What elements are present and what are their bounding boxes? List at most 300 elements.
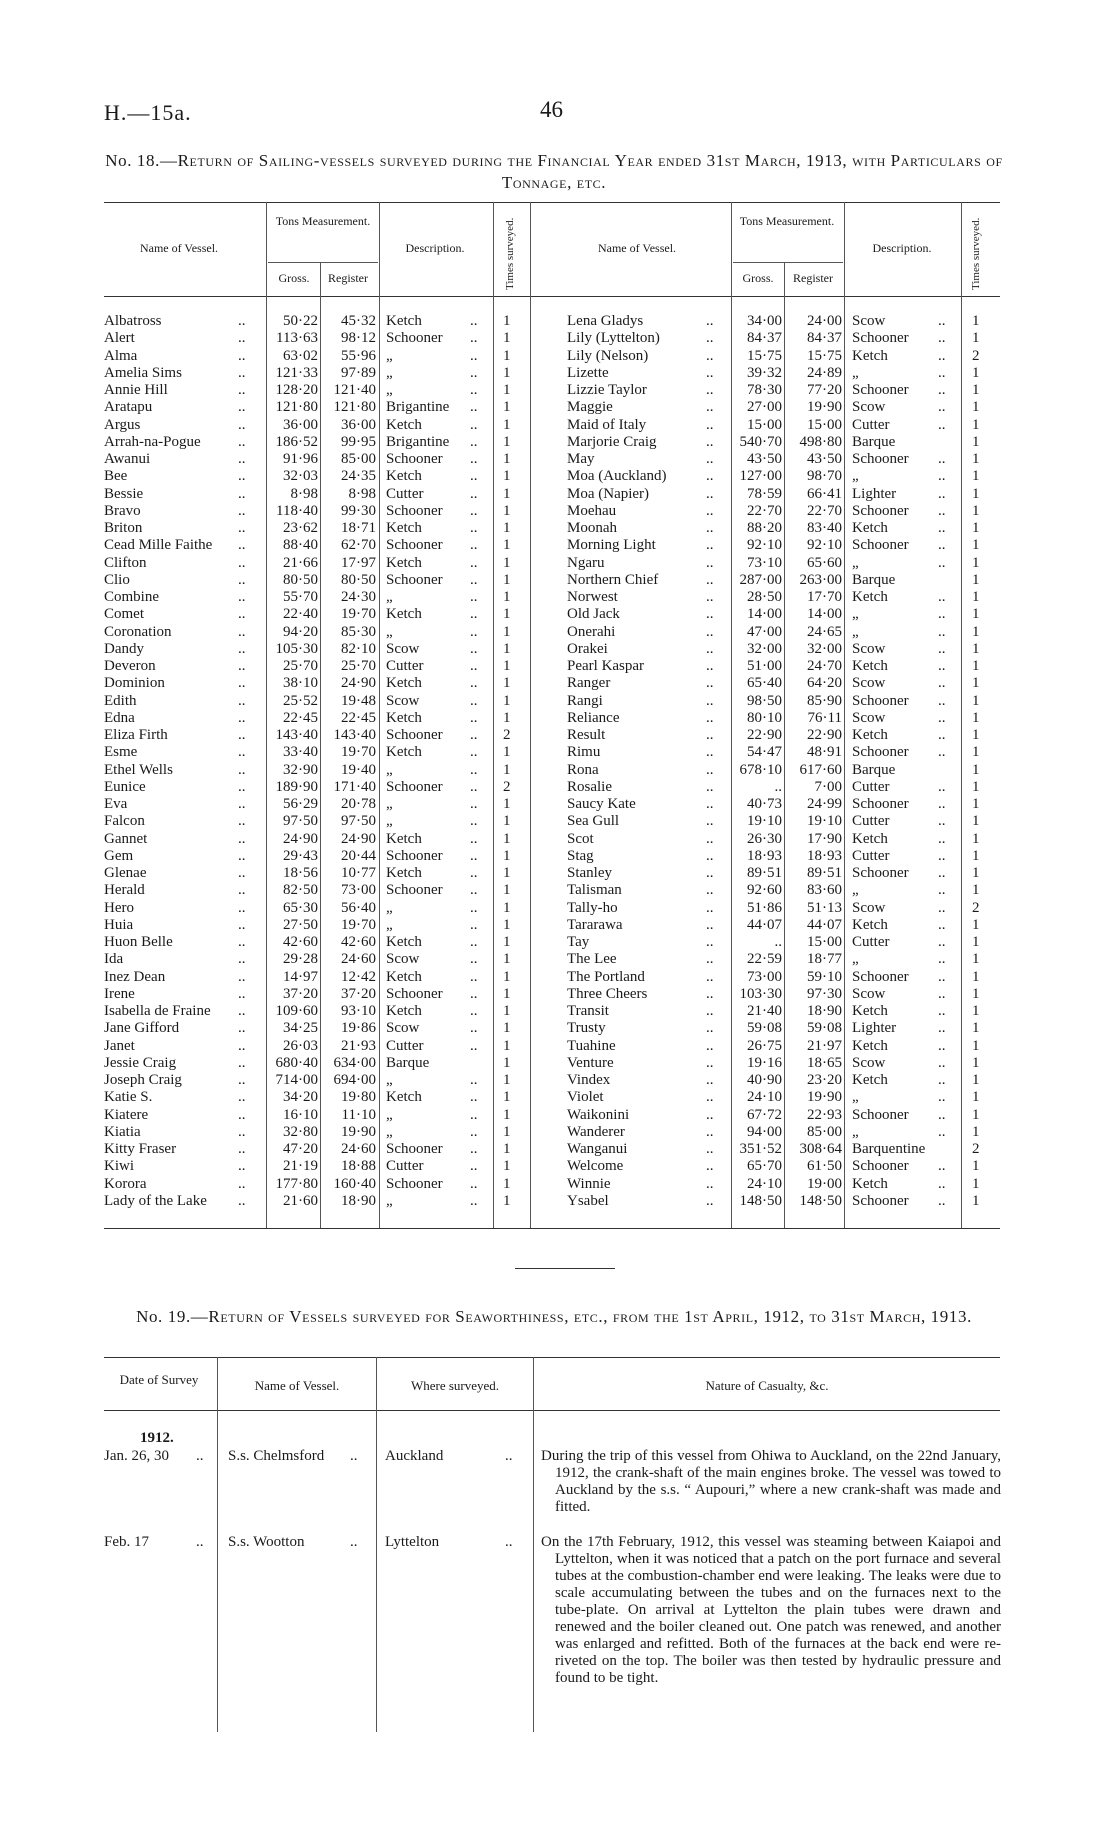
vessel-description: Ketch — [852, 1175, 888, 1192]
leader-dots: .. — [238, 468, 246, 485]
vessel-description: Schooner — [386, 778, 443, 795]
vessel-name: Edith — [104, 692, 137, 709]
table18-vrule — [379, 202, 380, 1228]
register-tonnage: 617·60 — [799, 761, 842, 778]
leader-dots: .. — [238, 985, 246, 1002]
page-number: 46 — [540, 97, 563, 122]
vessel-description: Ketch — [386, 865, 422, 881]
survey-location: Lyttelton — [385, 1534, 440, 1550]
table18-top-rule — [104, 202, 1000, 203]
vessel-name: The Lee — [567, 951, 617, 968]
gross-tonnage: 680·40 — [275, 1054, 318, 1071]
gross-tonnage: 37·20 — [283, 985, 318, 1002]
leader-dots: .. — [470, 382, 478, 398]
register-tonnage: 62·70 — [341, 537, 376, 554]
leader-dots: .. — [706, 796, 714, 812]
vessel-name: Ysabel — [567, 1192, 609, 1209]
register-tonnage: 24·70 — [807, 658, 842, 674]
register-tonnage: 24·89 — [807, 364, 842, 381]
leader-dots: .. — [706, 502, 714, 519]
vessel-name: Ranger — [567, 675, 611, 692]
vessel-name: Tay — [567, 934, 590, 950]
times-surveyed: 2 — [972, 899, 980, 916]
vessel-name: Rangi — [567, 692, 603, 709]
leader-dots: .. — [706, 830, 714, 847]
register-tonnage: 160·40 — [333, 1175, 376, 1192]
register-tonnage: 97·89 — [341, 364, 376, 381]
vessel-name: Lizette — [567, 364, 609, 381]
gross-tonnage: 84·37 — [747, 330, 782, 347]
leader-dots: .. — [238, 1089, 246, 1106]
leader-dots: .. — [938, 1175, 946, 1192]
leader-dots: .. — [238, 675, 246, 692]
vessel-name: Lily (Nelson) — [567, 347, 649, 364]
gross-tonnage: 47·20 — [283, 1141, 318, 1157]
vessel-description: Ketch — [852, 347, 888, 364]
vessel-name: Kiatia — [104, 1123, 141, 1140]
vessel-description: Schooner — [386, 847, 443, 864]
times-surveyed: 1 — [503, 916, 511, 933]
vessel-description: Schooner — [386, 571, 443, 588]
register-tonnage: 37·20 — [341, 985, 376, 1002]
gross-tonnage: 34·25 — [283, 1020, 318, 1037]
leader-dots: .. — [706, 692, 714, 709]
leader-dots: .. — [938, 313, 946, 329]
vessel-name: Jessie Craig — [104, 1054, 177, 1071]
register-tonnage: 7·00 — [814, 778, 842, 795]
times-surveyed: 1 — [503, 1072, 511, 1088]
register-tonnage: 93·10 — [341, 1003, 376, 1019]
leader-dots: .. — [238, 934, 246, 950]
leader-dots: .. — [706, 554, 714, 571]
register-tonnage: 148·50 — [799, 1192, 842, 1209]
gross-tonnage: 16·10 — [283, 1106, 318, 1123]
times-surveyed: 1 — [503, 606, 511, 623]
register-tonnage: 83·60 — [807, 882, 842, 899]
vessel-description: Cutter — [386, 1158, 424, 1175]
leader-dots: .. — [470, 589, 478, 605]
register-tonnage: 24·90 — [341, 675, 376, 692]
leader-dots: .. — [706, 364, 714, 381]
leader-dots: .. — [706, 537, 714, 554]
vessel-name: Falcon — [104, 813, 145, 830]
times-surveyed: 1 — [972, 537, 980, 554]
vessel-description: Barque — [852, 571, 896, 588]
leader-dots: .. — [938, 865, 946, 881]
register-tonnage: 77·20 — [807, 382, 842, 398]
table18-vrule — [493, 202, 494, 1228]
vessel-description: Scow — [386, 951, 420, 968]
leader-dots: .. — [938, 813, 946, 830]
vessel-name: Pearl Kaspar — [567, 658, 645, 674]
leader-dots: .. — [238, 1037, 246, 1054]
vessel-description: Ketch — [852, 727, 888, 743]
register-tonnage: 99·95 — [341, 433, 376, 450]
leader-dots: .. — [470, 485, 478, 502]
vessel-name: Gem — [104, 847, 134, 864]
vessel-description: Ketch — [386, 830, 422, 847]
col-name-header-right: Name of Vessel. — [597, 241, 677, 255]
leader-dots: .. — [706, 916, 714, 933]
vessel-description: Schooner — [852, 744, 909, 761]
leader-dots: .. — [938, 968, 946, 985]
register-tonnage: 15·00 — [807, 416, 842, 433]
gross-tonnage: 88·20 — [747, 520, 782, 536]
vessel-name: Rimu — [567, 744, 601, 761]
vessel-description: „ — [386, 796, 393, 812]
register-tonnage: 17·70 — [807, 589, 842, 605]
leader-dots: .. — [470, 847, 478, 864]
gross-tonnage: 32·00 — [747, 640, 782, 657]
leader-dots: .. — [470, 934, 478, 950]
gross-tonnage: 22·70 — [747, 502, 782, 519]
vessel-description: „ — [386, 382, 393, 398]
vessel-description: Scow — [852, 313, 886, 329]
register-tonnage: 10·77 — [341, 865, 376, 881]
vessel-name: The Portland — [567, 968, 645, 985]
vessel-description: „ — [386, 813, 393, 830]
vessel-description: Ketch — [386, 1089, 422, 1106]
gross-tonnage: 29·28 — [283, 951, 318, 968]
leader-dots: .. — [470, 433, 478, 450]
col-tons-header-right: Tons Measurement. — [739, 214, 835, 228]
vessel-name: Amelia Sims — [104, 364, 182, 381]
times-surveyed: 1 — [972, 1106, 980, 1123]
leader-dots: .. — [706, 571, 714, 588]
gross-tonnage: 91·96 — [283, 451, 318, 467]
leader-dots: .. — [706, 347, 714, 364]
register-tonnage: 17·97 — [341, 554, 376, 571]
times-surveyed: 1 — [972, 658, 980, 674]
leader-dots: .. — [706, 330, 714, 347]
vessel-name: Combine — [104, 589, 159, 605]
leader-dots: .. — [470, 313, 478, 329]
times-surveyed: 1 — [972, 709, 980, 726]
vessel-description: Cutter — [852, 778, 890, 795]
register-tonnage: 12·42 — [341, 968, 376, 985]
times-surveyed: 1 — [972, 847, 980, 864]
leader-dots: .. — [238, 882, 246, 899]
vessel-name: Rona — [567, 761, 599, 778]
casualty-description — [541, 1448, 1001, 1516]
register-tonnage: 18·77 — [807, 951, 842, 968]
vessel-name: Cead Mille Faithe — [104, 537, 213, 554]
vessel-name: Coronation — [104, 623, 172, 640]
vessel-name: Rosalie — [567, 778, 612, 795]
table18-vrule — [844, 202, 845, 1228]
leader-dots: .. — [706, 882, 714, 899]
register-tonnage: 99·30 — [341, 502, 376, 519]
times-surveyed: 1 — [503, 951, 511, 968]
leader-dots: .. — [938, 951, 946, 968]
leader-dots: .. — [470, 899, 478, 916]
gross-tonnage: 51·86 — [747, 899, 782, 916]
gross-tonnage: 121·80 — [275, 399, 318, 416]
register-tonnage: 19·10 — [807, 813, 842, 830]
gross-tonnage: 25·70 — [283, 658, 318, 674]
leader-dots: .. — [238, 968, 246, 985]
register-tonnage: 92·10 — [807, 537, 842, 554]
vessel-description: Scow — [852, 1054, 886, 1071]
vessel-name: Inez Dean — [104, 968, 166, 985]
times-surveyed: 1 — [503, 658, 511, 674]
times-surveyed: 1 — [972, 744, 980, 761]
gross-tonnage: 27·50 — [283, 916, 318, 933]
vessel-name: S.s. Wootton — [228, 1534, 305, 1550]
vessel-description: Ketch — [386, 520, 422, 536]
vessel-name: Kiatere — [104, 1106, 149, 1123]
gross-tonnage: 18·93 — [747, 847, 782, 864]
times-surveyed: 1 — [972, 951, 980, 968]
vessel-name: Reliance — [567, 709, 620, 726]
gross-tonnage: 82·50 — [283, 882, 318, 899]
vessel-description: Schooner — [386, 882, 443, 899]
times-surveyed: 1 — [972, 916, 980, 933]
vessel-description: Schooner — [386, 985, 443, 1002]
leader-dots: .. — [706, 1192, 714, 1209]
gross-tonnage: 47·00 — [747, 623, 782, 640]
times-surveyed: 1 — [503, 433, 511, 450]
vessel-name: Briton — [104, 520, 143, 536]
gross-tonnage: 23·62 — [283, 520, 318, 536]
table18-title — [104, 150, 1004, 194]
register-tonnage: 18·93 — [807, 847, 842, 864]
times-surveyed: 1 — [972, 520, 980, 536]
vessel-name: Northern Chief — [567, 571, 659, 588]
gross-tonnage: 80·50 — [283, 571, 318, 588]
register-tonnage: 171·40 — [333, 778, 376, 795]
register-tonnage: 21·93 — [341, 1037, 376, 1054]
leader-dots: .. — [706, 313, 714, 329]
times-surveyed: 1 — [972, 813, 980, 830]
register-tonnage: 56·40 — [341, 899, 376, 916]
col-gross-header-right: Gross. — [742, 271, 774, 285]
gross-tonnage: 36·00 — [283, 416, 318, 433]
vessel-name: Huon Belle — [104, 934, 173, 950]
times-surveyed: 1 — [972, 1192, 980, 1209]
col-register-header: Register — [328, 271, 368, 285]
register-tonnage: 59·10 — [807, 968, 842, 985]
register-tonnage: 97·50 — [341, 813, 376, 830]
register-tonnage: 45·32 — [341, 313, 376, 329]
gross-tonnage: 148·50 — [739, 1192, 782, 1209]
times-surveyed: 1 — [972, 330, 980, 347]
register-tonnage: 20·44 — [341, 847, 376, 864]
vessel-name: Glenae — [104, 865, 147, 881]
vessel-description: Schooner — [852, 1106, 909, 1123]
leader-dots: .. — [706, 589, 714, 605]
vessel-name: Herald — [104, 882, 145, 899]
gross-tonnage: 113·63 — [276, 330, 318, 347]
vessel-description: Ketch — [386, 468, 422, 485]
times-surveyed: 1 — [972, 1054, 980, 1071]
times-surveyed: 1 — [503, 830, 511, 847]
register-tonnage: 11·10 — [341, 1106, 376, 1123]
vessel-description: Ketch — [386, 1003, 422, 1019]
leader-dots: .. — [938, 727, 946, 743]
leader-dots: .. — [470, 658, 478, 674]
vessel-name: Tuahine — [567, 1037, 616, 1054]
times-surveyed: 1 — [972, 934, 980, 950]
times-surveyed: 1 — [503, 416, 511, 433]
leader-dots: .. — [706, 951, 714, 968]
leader-dots: .. — [706, 1123, 714, 1140]
gross-tonnage: 128·20 — [275, 382, 318, 398]
leader-dots: .. — [938, 658, 946, 674]
leader-dots: .. — [238, 502, 246, 519]
vessel-name: Bessie — [104, 485, 144, 502]
register-tonnage: 18·90 — [807, 1003, 842, 1019]
leader-dots: .. — [470, 1020, 478, 1037]
table18-header-rule — [104, 296, 1000, 297]
casualty-description — [541, 1534, 1001, 1687]
vessel-name: Morning Light — [567, 537, 656, 554]
times-surveyed: 1 — [503, 882, 511, 899]
vessel-description: Scow — [852, 675, 886, 692]
vessel-description: Schooner — [852, 1192, 909, 1209]
leader-dots: .. — [706, 934, 714, 950]
leader-dots: .. — [196, 1448, 204, 1464]
document-reference: H.—15a. — [104, 100, 192, 125]
register-tonnage: 76·11 — [807, 709, 842, 726]
vessel-name: Alma — [104, 347, 138, 364]
vessel-description: Schooner — [852, 968, 909, 985]
table18-number: No. 18. — [105, 151, 160, 170]
leader-dots: .. — [938, 1089, 946, 1106]
times-surveyed: 1 — [503, 847, 511, 864]
vessel-description: Scow — [852, 709, 886, 726]
register-tonnage: 98·12 — [341, 330, 376, 347]
gross-tonnage: 105·30 — [275, 640, 318, 657]
leader-dots: .. — [706, 658, 714, 674]
table19-title — [104, 1306, 1004, 1328]
vessel-description: Schooner — [852, 537, 909, 554]
leader-dots: .. — [238, 399, 246, 416]
leader-dots: .. — [470, 606, 478, 623]
gross-tonnage: 78·30 — [747, 382, 782, 398]
vessel-name: Dandy — [104, 640, 144, 657]
col-where-header: Where surveyed. — [410, 1378, 500, 1393]
leader-dots: .. — [470, 968, 478, 985]
gross-tonnage: 177·80 — [275, 1175, 318, 1192]
leader-dots: .. — [706, 1089, 714, 1106]
vessel-name: Trusty — [567, 1020, 606, 1037]
vessel-description: Cutter — [852, 416, 890, 433]
times-surveyed: 1 — [972, 640, 980, 657]
times-surveyed: 1 — [503, 330, 511, 347]
leader-dots: .. — [470, 1089, 478, 1106]
leader-dots: .. — [938, 623, 946, 640]
leader-dots: .. — [470, 778, 478, 795]
leader-dots: .. — [238, 433, 246, 450]
leader-dots: .. — [238, 899, 246, 916]
vessel-description: Ketch — [386, 709, 422, 726]
times-surveyed: 1 — [972, 1003, 980, 1019]
vessel-name: Waikonini — [567, 1106, 630, 1123]
section-separator — [515, 1268, 615, 1269]
leader-dots: .. — [470, 640, 478, 657]
vessel-name: Clio — [104, 571, 130, 588]
gross-tonnage: 98·50 — [747, 692, 782, 709]
gross-tonnage: 21·66 — [283, 554, 318, 571]
vessel-name: Talisman — [567, 882, 622, 899]
vessel-name: Maid of Italy — [567, 416, 647, 433]
vessel-name: Kitty Fraser — [104, 1141, 177, 1157]
leader-dots: .. — [706, 778, 714, 795]
register-tonnage: 24·60 — [341, 951, 376, 968]
times-surveyed: 1 — [503, 520, 511, 536]
vessel-name: Orakei — [567, 640, 608, 657]
vessel-name: Ethel Wells — [104, 761, 173, 778]
gross-tonnage: 21·19 — [283, 1158, 318, 1175]
register-tonnage: 24·99 — [807, 796, 842, 812]
leader-dots: .. — [238, 658, 246, 674]
gross-tonnage: 127·00 — [739, 468, 782, 485]
times-surveyed: 1 — [972, 606, 980, 623]
register-tonnage: 82·10 — [341, 640, 376, 657]
gross-tonnage: 78·59 — [747, 485, 782, 502]
vessel-name: Welcome — [567, 1158, 624, 1175]
times-surveyed: 1 — [972, 692, 980, 709]
times-surveyed: 1 — [972, 1020, 980, 1037]
vessel-name: Norwest — [567, 589, 618, 605]
leader-dots: .. — [470, 727, 478, 743]
gross-tonnage: 97·50 — [283, 813, 318, 830]
casualty-text: On the 17th February, 1912, this vessel was steaming between Kaiapoi and Lyttelton, when it was noticed that a patch on the port furnace and several tubes at the combustion-chamber end were leaking. The leaks were due to scale accumulating between the tubes and on the furnaces next to the tube-plate. On arrival at Lyttelton the plain tubes were drawn and renewed and the boiler cleaned out. One patch was renewed, and another was enlarged and refitted. Both of the furnaces at the back end were re-riveted on the top. The boiler was then tested by hydraulic pressure and found to be tight. — [541, 1534, 1001, 1686]
gross-tonnage: 22·45 — [283, 709, 318, 726]
leader-dots: .. — [238, 830, 246, 847]
leader-dots: .. — [350, 1448, 358, 1464]
table19-vrule — [533, 1357, 534, 1732]
register-tonnage: 19·48 — [341, 692, 376, 709]
vessel-description: Ketch — [386, 744, 422, 761]
times-surveyed: 1 — [972, 451, 980, 467]
leader-dots: .. — [938, 882, 946, 899]
gross-tonnage: 40·90 — [747, 1072, 782, 1088]
gross-tonnage: 67·72 — [747, 1106, 782, 1123]
leader-dots: .. — [938, 1020, 946, 1037]
vessel-description: „ — [386, 1192, 393, 1209]
times-surveyed: 1 — [503, 899, 511, 916]
leader-dots: .. — [938, 364, 946, 381]
vessel-name: Eliza Firth — [104, 727, 168, 743]
times-surveyed: 1 — [972, 778, 980, 795]
leader-dots: .. — [938, 485, 946, 502]
times-surveyed: 1 — [972, 364, 980, 381]
leader-dots: .. — [938, 606, 946, 623]
vessel-description: Schooner — [386, 1175, 443, 1192]
vessel-description: „ — [852, 1123, 859, 1140]
vessel-name: Maggie — [567, 399, 613, 416]
vessel-description: Lighter — [852, 485, 897, 502]
leader-dots: .. — [238, 554, 246, 571]
leader-dots: .. — [470, 1003, 478, 1019]
vessel-description: Schooner — [386, 330, 443, 347]
leader-dots: .. — [470, 882, 478, 899]
vessel-description: „ — [852, 606, 859, 623]
vessel-description: Schooner — [852, 865, 909, 881]
times-surveyed: 1 — [972, 1037, 980, 1054]
vessel-description: „ — [852, 882, 859, 899]
leader-dots: .. — [706, 865, 714, 881]
gross-tonnage: 50·22 — [283, 313, 318, 329]
vessel-description: „ — [386, 916, 393, 933]
vessel-name: Tararawa — [567, 916, 623, 933]
leader-dots: .. — [706, 847, 714, 864]
vessel-name: Isabella de Fraine — [104, 1003, 211, 1019]
register-tonnage: 59·08 — [807, 1020, 842, 1037]
leader-dots: .. — [238, 951, 246, 968]
